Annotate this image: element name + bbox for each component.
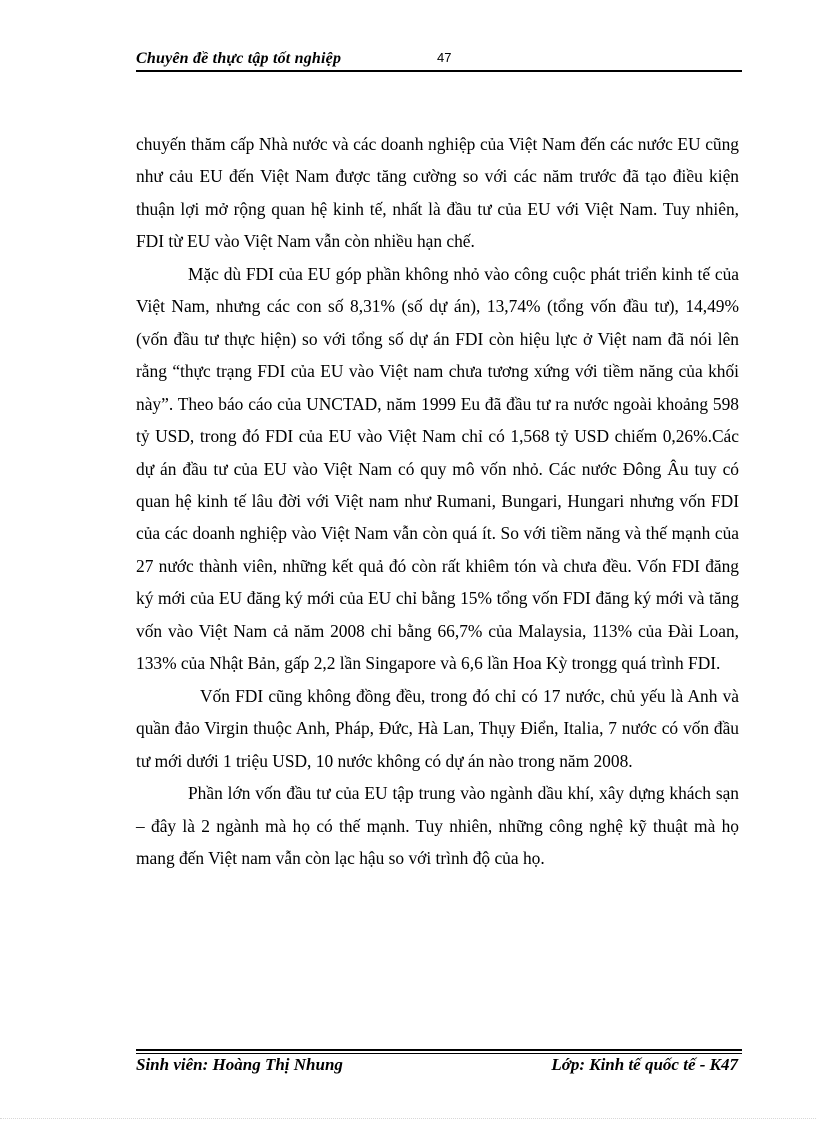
student-name: Sinh viên: Hoàng Thị Nhung	[136, 1055, 343, 1074]
paragraph: Phần lớn vốn đầu tư của EU tập trung vào ngành dầu khí, xây dựng khách sạn – đây là 2 ngành mà họ có thế mạnh. Tuy nhiên, những công nghệ kỹ thuật mà họ mang đến Việt nam vẫn còn lạc hậu so với trình độ của họ.	[136, 783, 739, 868]
page-number: 47	[437, 50, 452, 65]
paragraph: Vốn FDI cũng không đồng đều, trong đó chỉ có 17 nước, chủ yếu là Anh và quần đảo Virgin thuộc Anh, Pháp, Đức, Hà Lan, Thụy Điển, Italia, 7 nước có vốn đầu tư mới dưới 1 triệu USD, 10 nước không có dự án nào trong năm 2008.	[136, 685, 739, 771]
footer-rule-thin	[136, 1053, 742, 1054]
document-title: Chuyên đề thực tập tốt nghiệp	[136, 50, 342, 67]
paragraph: Mặc dù FDI của EU góp phần không nhỏ vào công cuộc phát triển kinh tế của Việt Nam, nhưng các con số 8,31% (số dự án), 13,74% (tổng vốn đầu tư), 14,49% (vốn đầu tư thực hiện) so với tổng số dự án FDI còn hiệu lực ở Việt nam đã nói lên rằng “thực trạng FDI của EU vào Việt nam chưa tương xứng với tiềm năng của khối này”. Theo báo cáo của UNCTAD, năm 1999 Eu đã đầu tư ra nước ngoài khoảng 598 tỷ USD, trong đó FDI của EU vào Việt Nam chỉ có 1,568 tỷ USD chiếm 0,26%.Các dự án đầu tư của EU vào Việt Nam có quy mô vốn nhỏ. Các nước Đông Âu tuy có quan hệ kinh tế lâu đời với Việt nam như Rumani, Bungari, Hungari nhưng vốn FDI của các doanh nghiệp vào Việt Nam vẫn còn quá ít. So với tiềm năng và thế mạnh của 27 nước thành viên, những kết quả đó còn rất khiêm tón và chưa đều. Vốn FDI đăng ký mới của EU đăng ký mới của EU chỉ bằng 15% tổng vốn FDI đăng ký mới và tăng vốn vào Việt Nam cả năm 2008 chỉ bằng 66,7% của Malaysia, 113% của Đài Loan, 133% của Nhật Bản, gấp 2,2 lần Singapore và 6,6 lần Hoa Kỳ trongg quá trình FDI.	[136, 263, 739, 674]
page-edge	[0, 1118, 816, 1119]
paragraph: chuyến thăm cấp Nhà nước và các doanh nghiệp của Việt Nam đến các nước EU cũng như cảu EU đến Việt Nam được tăng cường so với các năm trước đã tạo điều kiện thuận lợi mở rộng quan hệ kinh tế, nhất là đầu tư của EU với Việt Nam. Tuy nhiên, FDI từ EU vào Việt Nam vẫn còn nhiều hạn chế.	[136, 134, 739, 252]
footer-rule	[136, 1049, 742, 1051]
body-text	[136, 128, 739, 874]
class-name: Lớp: Kinh tế quốc tế - K47	[551, 1055, 738, 1074]
header-rule	[136, 70, 742, 72]
